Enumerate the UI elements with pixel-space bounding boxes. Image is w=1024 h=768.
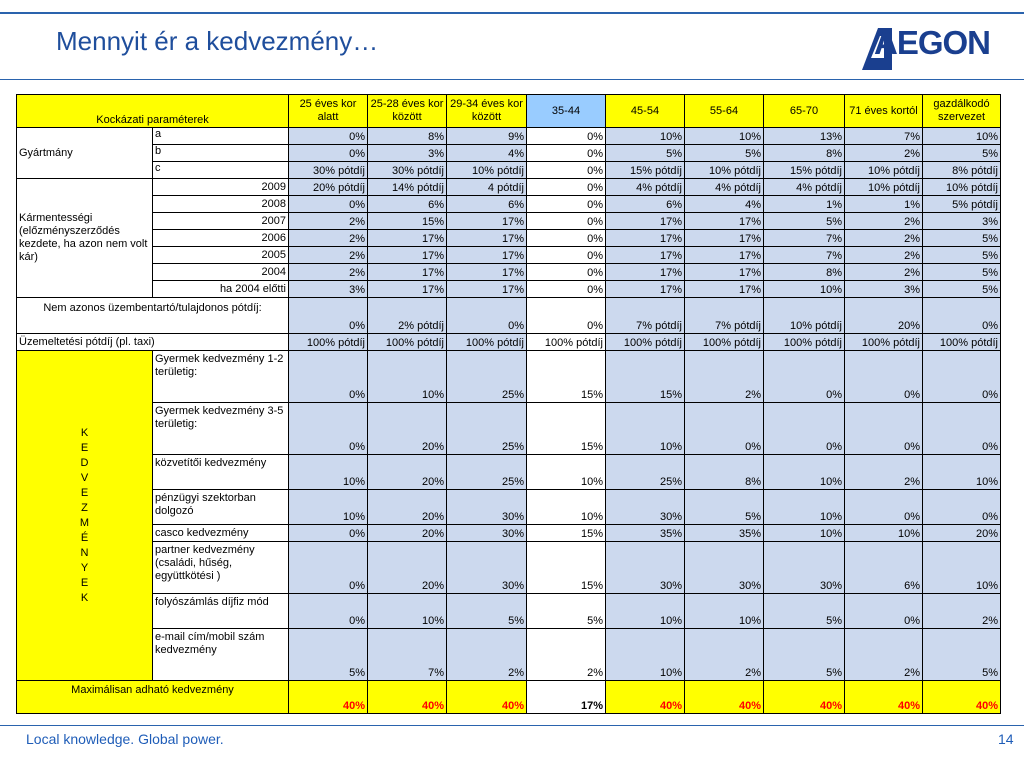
row-label-max: Maximálisan adható kedvezmény (17, 681, 289, 714)
table-cell: 30% pótdíj (368, 162, 447, 179)
table-cell: 30% (606, 490, 685, 525)
table-row (17, 542, 1001, 594)
table-cell: 0% (527, 162, 606, 179)
table-cell: 100% pótdíj (764, 334, 845, 351)
table-cell: 17% (685, 281, 764, 298)
table-cell: 35% (685, 525, 764, 542)
table-cell: 5% (764, 594, 845, 629)
table-cell: 17% (685, 264, 764, 281)
table-cell: 10% (764, 281, 845, 298)
table-cell: 0% (289, 525, 368, 542)
table-cell: 7% pótdíj (606, 298, 685, 334)
table-cell: 17% (606, 213, 685, 230)
table-row (17, 128, 1001, 145)
table-cell: 0% (527, 179, 606, 196)
table-cell: 5% (923, 264, 1001, 281)
table-row (17, 247, 1001, 264)
table-cell: 17% (685, 247, 764, 264)
table-cell: 3% (845, 281, 923, 298)
table-cell: 100% pótdíj (368, 334, 447, 351)
table-cell: 25% (606, 455, 685, 490)
table-cell: 20% (368, 542, 447, 594)
table-cell: 17% (447, 281, 527, 298)
table-row (17, 594, 1001, 629)
table-cell: 7% (368, 629, 447, 681)
table-cell: 4% pótdíj (685, 179, 764, 196)
table-cell: 6% (606, 196, 685, 213)
table-cell: 10% (606, 594, 685, 629)
table-row (17, 525, 1001, 542)
table-cell: 0% (923, 351, 1001, 403)
row-label: 2004 (153, 264, 289, 281)
table-cell: 5% (764, 629, 845, 681)
table-cell: 10% (845, 525, 923, 542)
table-cell: 35% (606, 525, 685, 542)
table-cell: 15% (606, 351, 685, 403)
discount-label: e-mail cím/mobil szám kedvezmény (153, 629, 289, 681)
table-cell: 10% pótdíj (764, 298, 845, 334)
row-label-nem-azonos: Nem azonos üzembentartó/tulajdonos pótdíj: (17, 298, 289, 334)
column-header: 35-44 (527, 95, 606, 128)
column-header: 65-70 (764, 95, 845, 128)
table-cell: 40% (923, 681, 1001, 714)
table-cell: 100% pótdíj (923, 334, 1001, 351)
table-cell: 10% (764, 455, 845, 490)
table-cell: 5% (923, 281, 1001, 298)
table-cell: 30% (447, 542, 527, 594)
table-cell: 2% (923, 594, 1001, 629)
column-header: 25-28 éves kor között (368, 95, 447, 128)
table-cell: 5% (764, 213, 845, 230)
table-row (17, 264, 1001, 281)
table-cell: 15% (527, 525, 606, 542)
table-cell: 0% (289, 298, 368, 334)
column-header: 55-64 (685, 95, 764, 128)
table-cell: 2% (289, 264, 368, 281)
table-cell: 8% (764, 145, 845, 162)
table-cell: 2% (845, 213, 923, 230)
table-row (17, 145, 1001, 162)
table-cell: 10% pótdíj (685, 162, 764, 179)
table-cell: 2% (845, 247, 923, 264)
table-row (17, 162, 1001, 179)
table-cell: 0% (289, 196, 368, 213)
table-cell: 100% pótdíj (845, 334, 923, 351)
table-cell: 7% (764, 247, 845, 264)
table-row (17, 298, 1001, 334)
table-cell: 0% (289, 403, 368, 455)
table-cell: 2% (845, 145, 923, 162)
table-cell: 0% (289, 542, 368, 594)
table-cell: 20% (368, 455, 447, 490)
table-cell: 17% (606, 230, 685, 247)
param-header: Kockázati paraméterek (17, 95, 289, 128)
table-cell: 0% (527, 213, 606, 230)
discount-label: Gyermek kedvezmény 1-2 területig: (153, 351, 289, 403)
table-cell: 30% (764, 542, 845, 594)
table-cell: 8% (764, 264, 845, 281)
page-number: 14 (998, 731, 1014, 747)
table-header-row (17, 95, 1001, 128)
row-label: 2009 (153, 179, 289, 196)
table-cell: 3% (289, 281, 368, 298)
table-row (17, 334, 1001, 351)
table-cell: 20% (368, 525, 447, 542)
table-cell: 4% (447, 145, 527, 162)
row-label: a (153, 128, 289, 145)
table-cell: 17% (447, 230, 527, 247)
table-cell: 0% (527, 247, 606, 264)
table-cell: 2% (289, 213, 368, 230)
table-cell: 2% (685, 351, 764, 403)
table-cell: 10% (368, 594, 447, 629)
discount-label: folyószámlás díjfiz mód (153, 594, 289, 629)
table-row (17, 455, 1001, 490)
table-cell: 0% (923, 403, 1001, 455)
table-cell: 20% (368, 403, 447, 455)
column-header: 25 éves kor alatt (289, 95, 368, 128)
row-label: b (153, 145, 289, 162)
table-cell: 2% (845, 230, 923, 247)
table-cell: 14% pótdíj (368, 179, 447, 196)
table-cell: 15% (527, 403, 606, 455)
table-cell: 1% (764, 196, 845, 213)
table-cell: 1% (845, 196, 923, 213)
row-label: 2006 (153, 230, 289, 247)
table-cell: 17% (368, 264, 447, 281)
footer-tagline: Local knowledge. Global power. (26, 731, 224, 747)
table-cell: 40% (289, 681, 368, 714)
table-cell: 0% (764, 403, 845, 455)
table-cell: 0% (289, 351, 368, 403)
table-cell: 0% (845, 403, 923, 455)
table-cell: 0% (923, 298, 1001, 334)
table-cell: 10% pótdíj (923, 179, 1001, 196)
table-cell: 15% (527, 542, 606, 594)
table-row (17, 351, 1001, 403)
header-rule (0, 79, 1024, 80)
table-cell: 20% (845, 298, 923, 334)
table-cell: 100% pótdíj (685, 334, 764, 351)
table-cell: 8% pótdíj (923, 162, 1001, 179)
table-cell: 2% (527, 629, 606, 681)
row-label: c (153, 162, 289, 179)
table-cell: 17% (368, 281, 447, 298)
table-row (17, 179, 1001, 196)
table-cell: 100% pótdíj (606, 334, 685, 351)
table-cell: 6% (368, 196, 447, 213)
discount-label: közvetítői kedvezmény (153, 455, 289, 490)
table-cell: 0% (527, 196, 606, 213)
table-cell: 10% (606, 128, 685, 145)
table-row (17, 196, 1001, 213)
row-label: 2007 (153, 213, 289, 230)
table-cell: 30% (685, 542, 764, 594)
table-cell: 2% (685, 629, 764, 681)
table-cell: 15% (368, 213, 447, 230)
table-cell: 0% (923, 490, 1001, 525)
table-cell: 0% (289, 128, 368, 145)
table-cell: 40% (447, 681, 527, 714)
table-row (17, 629, 1001, 681)
table-cell: 40% (845, 681, 923, 714)
table-cell: 0% (527, 145, 606, 162)
table-cell: 10% (606, 403, 685, 455)
table-cell: 0% (845, 594, 923, 629)
table-cell: 8% (685, 455, 764, 490)
table-cell: 40% (685, 681, 764, 714)
table-cell: 2% (289, 230, 368, 247)
table-cell: 10% (923, 128, 1001, 145)
table-cell: 5% (606, 145, 685, 162)
table-cell: 17% (527, 681, 606, 714)
table-cell: 10% (527, 490, 606, 525)
table-cell: 40% (764, 681, 845, 714)
table-cell: 6% (447, 196, 527, 213)
column-header: 45-54 (606, 95, 685, 128)
table-cell: 10% (685, 128, 764, 145)
table-row (17, 490, 1001, 525)
table-cell: 0% (527, 298, 606, 334)
aegon-logo: AEGON (874, 24, 991, 61)
table-cell: 13% (764, 128, 845, 145)
page-title: Mennyit ér a kedvezmény… (56, 26, 379, 56)
table-cell: 5% (923, 247, 1001, 264)
table-cell: 2% (845, 629, 923, 681)
table-cell: 0% (764, 351, 845, 403)
table-cell: 7% pótdíj (685, 298, 764, 334)
table-cell: 2% pótdíj (368, 298, 447, 334)
table-cell: 40% (368, 681, 447, 714)
table-cell: 10% (289, 455, 368, 490)
table-cell: 3% (923, 213, 1001, 230)
table-cell: 4% (685, 196, 764, 213)
discount-label: casco kedvezmény (153, 525, 289, 542)
table-cell: 100% pótdíj (289, 334, 368, 351)
table-cell: 10% (289, 490, 368, 525)
table-cell: 10% (606, 629, 685, 681)
table-cell: 10% (685, 594, 764, 629)
table-cell: 2% (845, 455, 923, 490)
discount-label: Gyermek kedvezmény 3-5 területig: (153, 403, 289, 455)
table-cell: 0% (685, 403, 764, 455)
table-cell: 100% pótdíj (527, 334, 606, 351)
table-cell: 10% pótdíj (845, 179, 923, 196)
table-cell: 10% (368, 351, 447, 403)
table-cell: 40% (606, 681, 685, 714)
discount-label: pénzügyi szektorban dolgozó (153, 490, 289, 525)
table-cell: 17% (685, 230, 764, 247)
table-cell: 5% (527, 594, 606, 629)
table-cell: 10% (764, 490, 845, 525)
table-cell: 10% (764, 525, 845, 542)
table-cell: 100% pótdíj (447, 334, 527, 351)
table-cell: 2% (845, 264, 923, 281)
footer-rule (0, 725, 1024, 726)
table-cell: 17% (447, 213, 527, 230)
table-cell: 2% (289, 247, 368, 264)
table-row (17, 213, 1001, 230)
table-cell: 25% (447, 403, 527, 455)
table-row (17, 281, 1001, 298)
group-karmentes: Kármentességi (előzményszerződés kezdete, ha azon nem volt kár) (17, 179, 153, 298)
group-gyartmany: Gyártmány (17, 128, 153, 179)
table-cell: 0% (447, 298, 527, 334)
table-cell: 10% pótdíj (845, 162, 923, 179)
table-cell: 17% (685, 213, 764, 230)
table-cell: 10% pótdíj (447, 162, 527, 179)
table-row (17, 230, 1001, 247)
table-cell: 20% pótdíj (289, 179, 368, 196)
table-row (17, 681, 1001, 714)
table-cell: 0% (527, 230, 606, 247)
row-label: ha 2004 előtti (153, 281, 289, 298)
table-cell: 8% (368, 128, 447, 145)
table-cell: 17% (606, 247, 685, 264)
table-cell: 10% (923, 455, 1001, 490)
table-cell: 5% (289, 629, 368, 681)
table-cell: 17% (447, 264, 527, 281)
table-cell: 7% (764, 230, 845, 247)
table-cell: 20% (923, 525, 1001, 542)
table-cell: 25% (447, 351, 527, 403)
table-cell: 5% (923, 230, 1001, 247)
table-cell: 2% (447, 629, 527, 681)
table-cell: 7% (845, 128, 923, 145)
row-label: 2008 (153, 196, 289, 213)
table-cell: 15% pótdíj (764, 162, 845, 179)
table-cell: 30% (447, 490, 527, 525)
table-cell: 17% (447, 247, 527, 264)
table-cell: 9% (447, 128, 527, 145)
column-header: 71 éves kortól (845, 95, 923, 128)
table-cell: 6% (845, 542, 923, 594)
top-rule (0, 12, 1024, 14)
table-cell: 0% (845, 351, 923, 403)
table-cell: 15% (527, 351, 606, 403)
table-cell: 4% pótdíj (606, 179, 685, 196)
discount-table (16, 94, 1001, 714)
table-cell: 10% (923, 542, 1001, 594)
table-cell: 17% (368, 247, 447, 264)
table-cell: 0% (845, 490, 923, 525)
table-cell: 5% (685, 145, 764, 162)
table-cell: 0% (289, 145, 368, 162)
table-cell: 5% (923, 629, 1001, 681)
discount-label: partner kedvezmény (családi, hűség, együttkötési ) (153, 542, 289, 594)
table-cell: 0% (289, 594, 368, 629)
table-cell: 30% (606, 542, 685, 594)
table-cell: 30% (447, 525, 527, 542)
table-cell: 17% (368, 230, 447, 247)
table-cell: 0% (527, 281, 606, 298)
table-cell: 20% (368, 490, 447, 525)
table-cell: 4 pótdíj (447, 179, 527, 196)
column-header: 29-34 éves kor között (447, 95, 527, 128)
table-cell: 10% (527, 455, 606, 490)
group-kedvezmenyek: K E D V E Z M É N Y E K (17, 351, 153, 681)
table-cell: 0% (527, 128, 606, 145)
table-row (17, 403, 1001, 455)
row-label-uzemeltetesi: Üzemeltetési pótdíj (pl. taxi) (17, 334, 289, 351)
table-cell: 5% pótdíj (923, 196, 1001, 213)
table-cell: 3% (368, 145, 447, 162)
column-header: gazdálkodó szervezet (923, 95, 1001, 128)
table-cell: 30% pótdíj (289, 162, 368, 179)
table-cell: 5% (685, 490, 764, 525)
table-cell: 17% (606, 264, 685, 281)
table-cell: 0% (527, 264, 606, 281)
table-cell: 15% pótdíj (606, 162, 685, 179)
table-cell: 25% (447, 455, 527, 490)
table-cell: 4% pótdíj (764, 179, 845, 196)
table-cell: 5% (447, 594, 527, 629)
row-label: 2005 (153, 247, 289, 264)
table-cell: 5% (923, 145, 1001, 162)
table-cell: 17% (606, 281, 685, 298)
